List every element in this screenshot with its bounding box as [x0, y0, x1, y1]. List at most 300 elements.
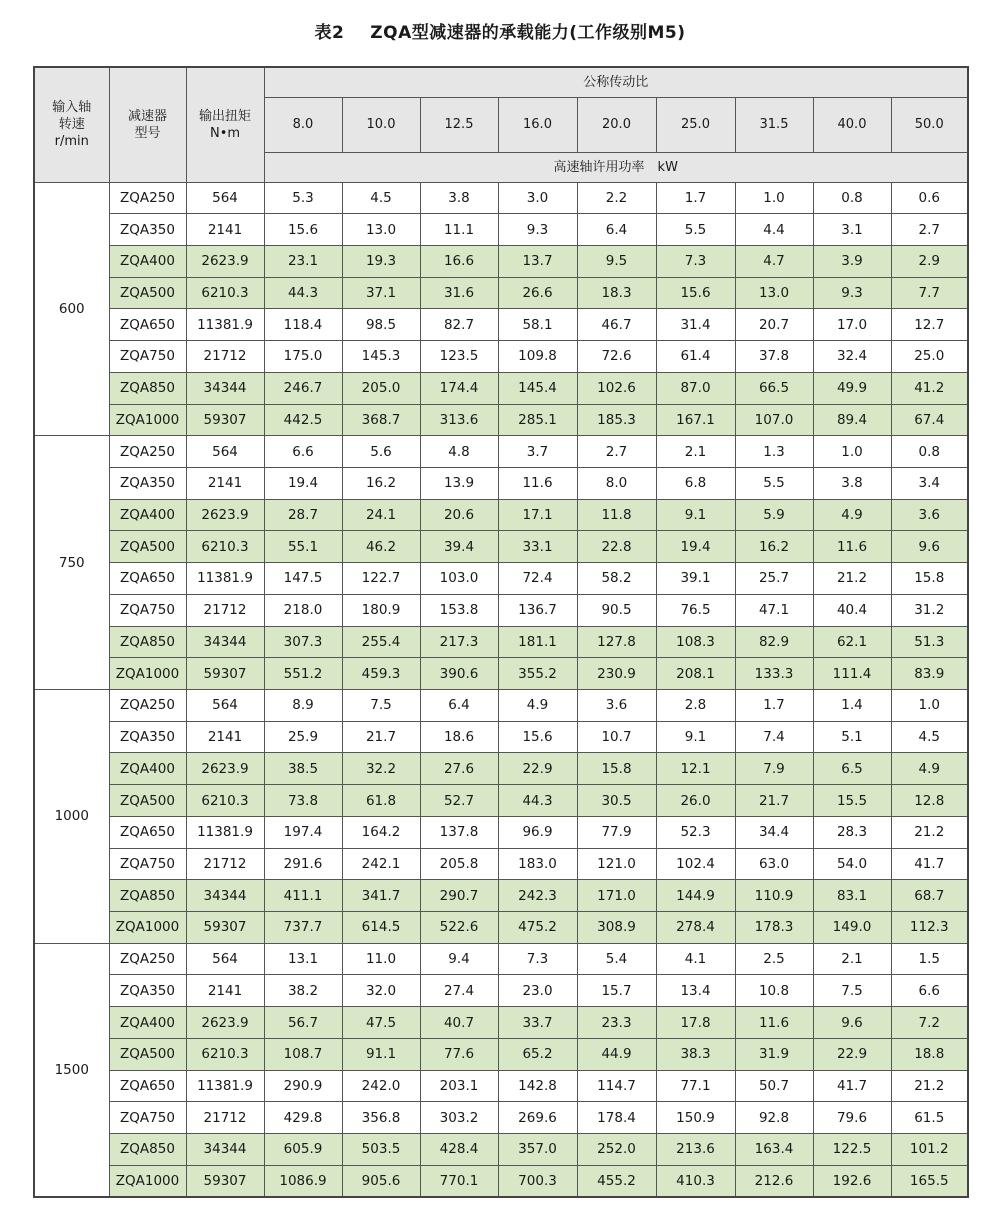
power-value-cell: 9.1 [656, 721, 735, 753]
power-value-cell: 428.4 [420, 1134, 498, 1166]
table-row [34, 1070, 968, 1102]
table-row [34, 690, 968, 722]
power-value-cell: 44.3 [264, 277, 342, 309]
power-value-cell: 255.4 [342, 626, 420, 658]
power-value-cell: 18.6 [420, 721, 498, 753]
table-row [34, 658, 968, 690]
torque-cell: 2623.9 [186, 1007, 264, 1039]
power-value-cell: 150.9 [656, 1102, 735, 1134]
torque-cell: 34344 [186, 626, 264, 658]
power-value-cell: 217.3 [420, 626, 498, 658]
power-value-cell: 103.0 [420, 563, 498, 595]
table-title-text: ZQA型减速器的承载能力(工作级别M5) [370, 23, 686, 43]
power-value-cell: 7.3 [656, 245, 735, 277]
power-value-cell: 11.6 [498, 467, 577, 499]
power-value-cell: 47.5 [342, 1007, 420, 1039]
power-value-cell: 7.5 [342, 690, 420, 722]
power-value-cell: 164.2 [342, 816, 420, 848]
power-value-cell: 308.9 [577, 912, 656, 944]
power-value-cell: 65.2 [498, 1038, 577, 1070]
power-value-cell: 3.6 [577, 690, 656, 722]
power-value-cell: 605.9 [264, 1134, 342, 1166]
torque-cell: 21712 [186, 1102, 264, 1134]
power-value-cell: 25.7 [735, 563, 813, 595]
table-row [34, 1165, 968, 1197]
header-allowable-power: 高速轴许用功率 kW [264, 152, 968, 182]
model-cell: ZQA750 [109, 848, 186, 880]
power-value-cell: 30.5 [577, 785, 656, 817]
power-value-cell: 2.1 [656, 436, 735, 468]
torque-cell: 2623.9 [186, 499, 264, 531]
power-value-cell: 429.8 [264, 1102, 342, 1134]
power-value-cell: 31.6 [420, 277, 498, 309]
model-cell: ZQA400 [109, 753, 186, 785]
power-value-cell: 1.7 [656, 182, 735, 214]
power-value-cell: 83.1 [813, 880, 891, 912]
power-value-cell: 205.8 [420, 848, 498, 880]
power-value-cell: 291.6 [264, 848, 342, 880]
model-cell: ZQA1000 [109, 1165, 186, 1197]
power-value-cell: 13.0 [342, 214, 420, 246]
power-value-cell: 1.7 [735, 690, 813, 722]
power-value-cell: 15.6 [498, 721, 577, 753]
power-value-cell: 16.2 [342, 467, 420, 499]
torque-cell: 564 [186, 943, 264, 975]
table-row [34, 1007, 968, 1039]
power-value-cell: 181.1 [498, 626, 577, 658]
power-value-cell: 40.4 [813, 594, 891, 626]
power-value-cell: 4.7 [735, 245, 813, 277]
model-cell: ZQA1000 [109, 658, 186, 690]
power-value-cell: 10.7 [577, 721, 656, 753]
power-value-cell: 355.2 [498, 658, 577, 690]
power-value-cell: 290.9 [264, 1070, 342, 1102]
power-value-cell: 2.7 [891, 214, 968, 246]
table-row [34, 626, 968, 658]
power-value-cell: 147.5 [264, 563, 342, 595]
power-value-cell: 9.6 [891, 531, 968, 563]
power-value-cell: 12.7 [891, 309, 968, 341]
power-value-cell: 58.2 [577, 563, 656, 595]
table-row [34, 436, 968, 468]
model-cell: ZQA850 [109, 880, 186, 912]
power-value-cell: 11.1 [420, 214, 498, 246]
torque-cell: 564 [186, 690, 264, 722]
power-value-cell: 700.3 [498, 1165, 577, 1197]
power-value-cell: 7.5 [813, 975, 891, 1007]
table-row [34, 1102, 968, 1134]
power-value-cell: 1.0 [891, 690, 968, 722]
power-value-cell: 8.0 [577, 467, 656, 499]
header-ratio: 40.0 [813, 97, 891, 152]
power-value-cell: 31.2 [891, 594, 968, 626]
power-value-cell: 145.3 [342, 341, 420, 373]
power-value-cell: 23.3 [577, 1007, 656, 1039]
power-value-cell: 66.5 [735, 372, 813, 404]
torque-cell: 21712 [186, 341, 264, 373]
power-value-cell: 20.6 [420, 499, 498, 531]
power-value-cell: 2.9 [891, 245, 968, 277]
power-value-cell: 61.5 [891, 1102, 968, 1134]
power-value-cell: 15.6 [656, 277, 735, 309]
power-value-cell: 50.7 [735, 1070, 813, 1102]
power-value-cell: 218.0 [264, 594, 342, 626]
table-row [34, 785, 968, 817]
power-value-cell: 1086.9 [264, 1165, 342, 1197]
power-value-cell: 20.7 [735, 309, 813, 341]
table-row [34, 848, 968, 880]
power-value-cell: 82.7 [420, 309, 498, 341]
model-cell: ZQA500 [109, 277, 186, 309]
input-speed-cell: 1500 [34, 943, 109, 1197]
power-value-cell: 307.3 [264, 626, 342, 658]
power-value-cell: 185.3 [577, 404, 656, 436]
power-value-cell: 411.1 [264, 880, 342, 912]
power-value-cell: 11.8 [577, 499, 656, 531]
power-value-cell: 144.9 [656, 880, 735, 912]
power-value-cell: 41.7 [891, 848, 968, 880]
power-value-cell: 5.4 [577, 943, 656, 975]
power-value-cell: 31.9 [735, 1038, 813, 1070]
power-value-cell: 7.4 [735, 721, 813, 753]
power-value-cell: 25.0 [891, 341, 968, 373]
power-value-cell: 770.1 [420, 1165, 498, 1197]
power-value-cell: 171.0 [577, 880, 656, 912]
power-value-cell: 4.1 [656, 943, 735, 975]
torque-cell: 59307 [186, 404, 264, 436]
power-value-cell: 2.2 [577, 182, 656, 214]
table-row [34, 182, 968, 214]
power-value-cell: 107.0 [735, 404, 813, 436]
header-ratio: 8.0 [264, 97, 342, 152]
power-value-cell: 178.3 [735, 912, 813, 944]
power-value-cell: 242.0 [342, 1070, 420, 1102]
torque-cell: 2623.9 [186, 753, 264, 785]
power-value-cell: 21.2 [891, 1070, 968, 1102]
model-cell: ZQA400 [109, 1007, 186, 1039]
power-value-cell: 5.1 [813, 721, 891, 753]
power-value-cell: 51.3 [891, 626, 968, 658]
table-row [34, 341, 968, 373]
power-value-cell: 522.6 [420, 912, 498, 944]
power-value-cell: 38.2 [264, 975, 342, 1007]
table-row [34, 1134, 968, 1166]
power-value-cell: 91.1 [342, 1038, 420, 1070]
power-value-cell: 82.9 [735, 626, 813, 658]
power-value-cell: 109.8 [498, 341, 577, 373]
power-value-cell: 7.2 [891, 1007, 968, 1039]
table-row [34, 594, 968, 626]
power-value-cell: 6.6 [891, 975, 968, 1007]
power-value-cell: 357.0 [498, 1134, 577, 1166]
power-value-cell: 212.6 [735, 1165, 813, 1197]
power-value-cell: 46.2 [342, 531, 420, 563]
power-value-cell: 56.7 [264, 1007, 342, 1039]
power-value-cell: 3.7 [498, 436, 577, 468]
table-row [34, 404, 968, 436]
power-value-cell: 3.8 [420, 182, 498, 214]
table-row [34, 912, 968, 944]
power-value-cell: 2.5 [735, 943, 813, 975]
power-value-cell: 38.3 [656, 1038, 735, 1070]
power-value-cell: 149.0 [813, 912, 891, 944]
power-value-cell: 3.1 [813, 214, 891, 246]
model-cell: ZQA500 [109, 785, 186, 817]
table-row [34, 499, 968, 531]
model-cell: ZQA650 [109, 309, 186, 341]
power-value-cell: 23.1 [264, 245, 342, 277]
model-cell: ZQA750 [109, 341, 186, 373]
power-value-cell: 15.7 [577, 975, 656, 1007]
torque-cell: 6210.3 [186, 1038, 264, 1070]
power-value-cell: 15.6 [264, 214, 342, 246]
power-value-cell: 98.5 [342, 309, 420, 341]
power-value-cell: 17.8 [656, 1007, 735, 1039]
power-value-cell: 21.7 [735, 785, 813, 817]
table-row [34, 1038, 968, 1070]
power-value-cell: 49.9 [813, 372, 891, 404]
power-value-cell: 28.3 [813, 816, 891, 848]
power-value-cell: 136.7 [498, 594, 577, 626]
power-value-cell: 34.4 [735, 816, 813, 848]
power-value-cell: 145.4 [498, 372, 577, 404]
model-cell: ZQA350 [109, 975, 186, 1007]
torque-cell: 59307 [186, 1165, 264, 1197]
table-row [34, 214, 968, 246]
power-value-cell: 153.8 [420, 594, 498, 626]
power-value-cell: 54.0 [813, 848, 891, 880]
torque-cell: 11381.9 [186, 309, 264, 341]
table-row [34, 943, 968, 975]
power-value-cell: 108.7 [264, 1038, 342, 1070]
power-value-cell: 19.4 [656, 531, 735, 563]
power-value-cell: 13.1 [264, 943, 342, 975]
power-value-cell: 7.7 [891, 277, 968, 309]
header-nominal-ratio: 公称传动比 [264, 67, 968, 97]
power-value-cell: 9.6 [813, 1007, 891, 1039]
model-cell: ZQA650 [109, 563, 186, 595]
power-value-cell: 27.6 [420, 753, 498, 785]
power-value-cell: 108.3 [656, 626, 735, 658]
power-value-cell: 38.5 [264, 753, 342, 785]
power-value-cell: 32.4 [813, 341, 891, 373]
power-value-cell: 8.9 [264, 690, 342, 722]
model-cell: ZQA250 [109, 943, 186, 975]
model-cell: ZQA1000 [109, 912, 186, 944]
power-value-cell: 2.1 [813, 943, 891, 975]
power-value-cell: 23.0 [498, 975, 577, 1007]
power-value-cell: 5.6 [342, 436, 420, 468]
power-value-cell: 123.5 [420, 341, 498, 373]
table-row [34, 531, 968, 563]
power-value-cell: 183.0 [498, 848, 577, 880]
power-value-cell: 3.0 [498, 182, 577, 214]
torque-cell: 11381.9 [186, 816, 264, 848]
power-value-cell: 22.9 [813, 1038, 891, 1070]
power-value-cell: 19.3 [342, 245, 420, 277]
model-cell: ZQA250 [109, 182, 186, 214]
power-value-cell: 5.5 [656, 214, 735, 246]
power-value-cell: 110.9 [735, 880, 813, 912]
power-value-cell: 11.6 [735, 1007, 813, 1039]
power-value-cell: 89.4 [813, 404, 891, 436]
power-value-cell: 4.9 [891, 753, 968, 785]
table-row [34, 816, 968, 848]
torque-cell: 6210.3 [186, 785, 264, 817]
table-row [34, 975, 968, 1007]
model-cell: ZQA650 [109, 1070, 186, 1102]
power-value-cell: 4.9 [498, 690, 577, 722]
power-value-cell: 0.6 [891, 182, 968, 214]
power-value-cell: 17.1 [498, 499, 577, 531]
power-value-cell: 165.5 [891, 1165, 968, 1197]
power-value-cell: 52.7 [420, 785, 498, 817]
power-value-cell: 737.7 [264, 912, 342, 944]
power-value-cell: 18.8 [891, 1038, 968, 1070]
power-value-cell: 72.6 [577, 341, 656, 373]
power-value-cell: 178.4 [577, 1102, 656, 1134]
power-value-cell: 4.4 [735, 214, 813, 246]
torque-cell: 21712 [186, 594, 264, 626]
power-value-cell: 102.4 [656, 848, 735, 880]
power-value-cell: 25.9 [264, 721, 342, 753]
header-ratio: 31.5 [735, 97, 813, 152]
power-value-cell: 39.1 [656, 563, 735, 595]
power-value-cell: 111.4 [813, 658, 891, 690]
power-value-cell: 142.8 [498, 1070, 577, 1102]
model-cell: ZQA500 [109, 1038, 186, 1070]
model-cell: ZQA650 [109, 816, 186, 848]
power-value-cell: 77.1 [656, 1070, 735, 1102]
power-value-cell: 9.5 [577, 245, 656, 277]
power-value-cell: 39.4 [420, 531, 498, 563]
table-header [34, 67, 968, 182]
model-cell: ZQA750 [109, 594, 186, 626]
power-value-cell: 22.8 [577, 531, 656, 563]
power-value-cell: 242.3 [498, 880, 577, 912]
power-value-cell: 6.4 [420, 690, 498, 722]
power-value-cell: 278.4 [656, 912, 735, 944]
power-value-cell: 32.0 [342, 975, 420, 1007]
model-cell: ZQA250 [109, 436, 186, 468]
power-value-cell: 72.4 [498, 563, 577, 595]
table-row [34, 467, 968, 499]
model-cell: ZQA250 [109, 690, 186, 722]
table-number: 表2 [314, 23, 345, 43]
torque-cell: 2141 [186, 214, 264, 246]
header-ratio: 16.0 [498, 97, 577, 152]
power-value-cell: 28.7 [264, 499, 342, 531]
torque-cell: 2623.9 [186, 245, 264, 277]
power-value-cell: 112.3 [891, 912, 968, 944]
model-cell: ZQA750 [109, 1102, 186, 1134]
power-value-cell: 118.4 [264, 309, 342, 341]
power-value-cell: 1.0 [735, 182, 813, 214]
input-speed-cell: 750 [34, 436, 109, 690]
power-value-cell: 67.4 [891, 404, 968, 436]
table-row [34, 309, 968, 341]
power-value-cell: 3.4 [891, 467, 968, 499]
power-value-cell: 15.8 [577, 753, 656, 785]
power-value-cell: 2.7 [577, 436, 656, 468]
power-value-cell: 5.9 [735, 499, 813, 531]
model-cell: ZQA350 [109, 721, 186, 753]
power-value-cell: 96.9 [498, 816, 577, 848]
power-value-cell: 137.8 [420, 816, 498, 848]
power-value-cell: 6.4 [577, 214, 656, 246]
table-row [34, 880, 968, 912]
power-value-cell: 16.6 [420, 245, 498, 277]
power-value-cell: 114.7 [577, 1070, 656, 1102]
power-value-cell: 21.2 [813, 563, 891, 595]
torque-cell: 564 [186, 182, 264, 214]
power-value-cell: 41.7 [813, 1070, 891, 1102]
power-value-cell: 905.6 [342, 1165, 420, 1197]
table-title [0, 18, 1000, 43]
power-value-cell: 213.6 [656, 1134, 735, 1166]
torque-cell: 11381.9 [186, 563, 264, 595]
power-value-cell: 61.8 [342, 785, 420, 817]
power-value-cell: 79.6 [813, 1102, 891, 1134]
power-value-cell: 76.5 [656, 594, 735, 626]
power-value-cell: 3.8 [813, 467, 891, 499]
power-value-cell: 475.2 [498, 912, 577, 944]
power-value-cell: 1.4 [813, 690, 891, 722]
power-value-cell: 13.7 [498, 245, 577, 277]
power-value-cell: 73.8 [264, 785, 342, 817]
power-value-cell: 68.7 [891, 880, 968, 912]
header-ratio: 12.5 [420, 97, 498, 152]
power-value-cell: 90.5 [577, 594, 656, 626]
torque-cell: 6210.3 [186, 277, 264, 309]
power-value-cell: 197.4 [264, 816, 342, 848]
power-value-cell: 37.1 [342, 277, 420, 309]
power-value-cell: 12.1 [656, 753, 735, 785]
table-row [34, 563, 968, 595]
power-value-cell: 410.3 [656, 1165, 735, 1197]
model-cell: ZQA400 [109, 245, 186, 277]
power-value-cell: 47.1 [735, 594, 813, 626]
power-value-cell: 459.3 [342, 658, 420, 690]
power-value-cell: 77.9 [577, 816, 656, 848]
torque-cell: 2141 [186, 721, 264, 753]
power-value-cell: 503.5 [342, 1134, 420, 1166]
header-input-speed: 输入轴 转速 r/min [34, 67, 109, 182]
power-value-cell: 175.0 [264, 341, 342, 373]
power-value-cell: 13.4 [656, 975, 735, 1007]
power-value-cell: 1.5 [891, 943, 968, 975]
input-speed-cell: 1000 [34, 690, 109, 944]
power-value-cell: 92.8 [735, 1102, 813, 1134]
power-value-cell: 390.6 [420, 658, 498, 690]
power-value-cell: 33.7 [498, 1007, 577, 1039]
model-cell: ZQA350 [109, 214, 186, 246]
power-value-cell: 11.6 [813, 531, 891, 563]
power-value-cell: 22.9 [498, 753, 577, 785]
power-value-cell: 18.3 [577, 277, 656, 309]
power-value-cell: 15.8 [891, 563, 968, 595]
power-value-cell: 455.2 [577, 1165, 656, 1197]
header-model: 减速器 型号 [109, 67, 186, 182]
table-body [34, 182, 968, 1197]
power-value-cell: 26.0 [656, 785, 735, 817]
power-value-cell: 62.1 [813, 626, 891, 658]
power-value-cell: 61.4 [656, 341, 735, 373]
power-value-cell: 174.4 [420, 372, 498, 404]
power-value-cell: 7.9 [735, 753, 813, 785]
power-value-cell: 9.1 [656, 499, 735, 531]
power-value-cell: 5.3 [264, 182, 342, 214]
